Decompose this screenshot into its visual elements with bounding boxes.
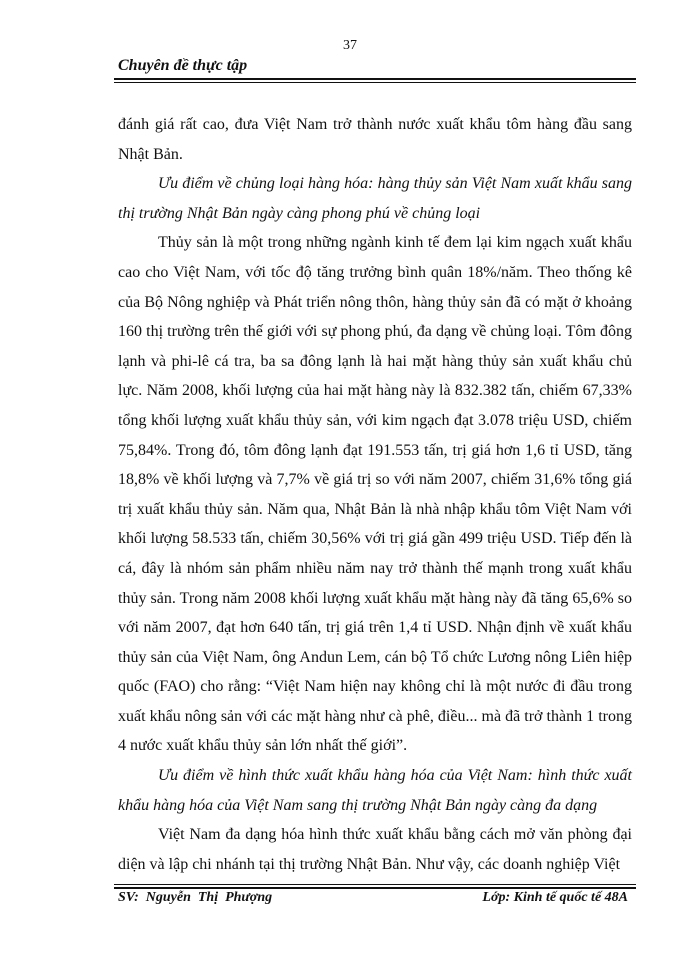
paragraph-3: Thủy sản là một trong những ngành kinh tế đem lại kim ngạch xuất khẩu cao cho Việt Nam, với tốc độ tăng trưởng bình quân 18%/năm. Theo thống kê của Bộ Nông nghiệp và Phát triển nông thôn, hàng thủy sản đã có mặt ở khoảng 160 thị trường trên thế giới với sự phong phú, đa dạng về chủng loại. Tôm đông lạnh và phi-lê cá tra, ba sa đông lạnh là hai mặt hàng thủy sản xuất khẩu chủ lực. Năm 2008, khối lượng của hai mặt hàng này là 832.382 tấn, chiếm 67,33% tổng khối lượng xuất khẩu thủy sản, với kim ngạch đạt 3.078 triệu USD, chiếm 75,84%. Trong đó, tôm đông lạnh đạt 191.553 tấn, trị giá hơn 1,6 tỉ USD, tăng 18,8% về khối lượng và 7,7% về giá trị so với năm 2007, chiếm 31,6% tổng giá trị xuất khẩu thủy sản. Năm qua, Nhật Bản là nhà nhập khẩu tôm Việt Nam với khối lượng 58.533 tấn, chiếm 30,56% với trị giá gần 499 triệu USD. Tiếp đến là cá, đây là nhóm sản phẩm nhiều năm nay trở thành thế mạnh trong xuất khẩu thủy sản. Trong năm 2008 khối lượng xuất khẩu mặt hàng này đã tăng 65,6% so với năm 2007, đạt hơn 640 tấn, trị giá trên 1,4 tỉ USD. Nhận định về xuất khẩu thủy sản của Việt Nam, ông Andun Lem, cán bộ Tổ chức Lương nông Liên hiệp quốc (FAO) cho rằng: “Việt Nam hiện nay không chỉ là một nước đi đầu trong xuất khẩu nông sản với các mặt hàng như cà phê, điều... mà đã trở thành 1 trong 4 nước xuất khẩu thủy sản lớn nhất thế giới”. <box>118 234 632 755</box>
page-number: 37 <box>343 38 357 53</box>
paragraph-1: đánh giá rất cao, đưa Việt Nam trở thành nước xuất khẩu tôm hàng đầu sang Nhật Bản. <box>118 116 632 163</box>
footer-rule <box>114 884 636 889</box>
paragraph-2-heading: Ưu điểm về chủng loại hàng hóa: hàng thủy sản Việt Nam xuất khẩu sang thị trường Nhật Bản ngày càng phong phú về chủng loại <box>118 175 632 222</box>
paragraph-5: Việt Nam đa dạng hóa hình thức xuất khẩu bằng cách mở văn phòng đại diện và lập chi nhánh tại thị trường Nhật Bản. Như vậy, các doanh nghiệp Việt <box>118 826 632 873</box>
document-body <box>118 110 632 879</box>
header-rule <box>114 78 636 83</box>
footer-student: SV: Nguyễn Thị Phượng <box>118 890 273 905</box>
header-title: Chuyên đề thực tập <box>118 57 248 74</box>
footer-class: Lớp: Kinh tế quốc tế 48A <box>482 890 628 905</box>
paragraph-4-heading: Ưu điểm về hình thức xuất khẩu hàng hóa của Việt Nam: hình thức xuất khẩu hàng hóa của Việt Nam sang thị trường Nhật Bản ngày càng đa dạng <box>118 767 632 814</box>
